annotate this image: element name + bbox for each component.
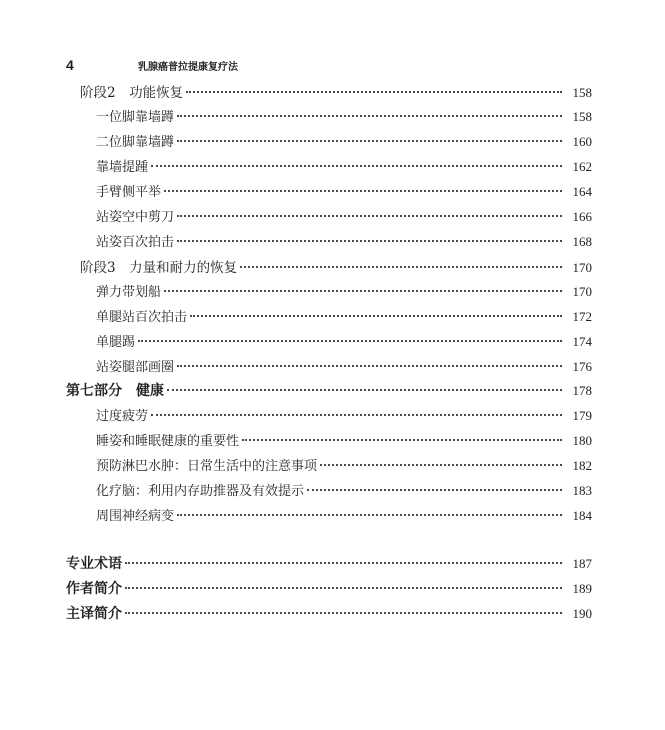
toc-entry-title: 主译简介 <box>66 606 122 622</box>
dot-leader <box>164 290 562 292</box>
toc-entry-title: 睡姿和睡眠健康的重要性 <box>96 434 240 449</box>
toc-entry-page: 170 <box>572 260 592 275</box>
dot-leader <box>177 215 562 217</box>
toc-entry-title: 阶段3 力量和耐力的恢复 <box>80 260 238 276</box>
dot-leader <box>167 389 562 391</box>
toc-entry-title: 单腿踢 <box>96 335 136 350</box>
toc-entry-page: 158 <box>572 85 592 100</box>
dot-leader <box>240 266 562 268</box>
toc-entry[interactable] <box>0 331 665 350</box>
dot-leader <box>164 190 562 192</box>
toc-entry-stage-2[interactable] <box>0 81 665 101</box>
toc-entry-title: 化疗脑：利用内存助推器及有效提示 <box>96 484 305 499</box>
toc-entry-part-7[interactable] <box>0 380 665 400</box>
dot-leader <box>177 514 562 516</box>
toc-entry-page: 178 <box>572 383 592 398</box>
toc-entry-page: 158 <box>572 109 592 124</box>
page-number: 4 <box>66 57 74 73</box>
dot-leader <box>151 165 562 167</box>
book-title: 乳腺癌普拉提康复疗法 <box>138 61 238 73</box>
running-head <box>66 55 238 75</box>
toc-entry[interactable] <box>0 181 665 200</box>
toc-entry[interactable] <box>0 231 665 250</box>
toc-entry-page: 166 <box>572 209 592 224</box>
dot-leader <box>177 365 562 367</box>
dot-leader <box>151 414 562 416</box>
toc-entry-title: 靠墙提踵 <box>96 160 149 175</box>
dot-leader <box>125 562 562 564</box>
toc-entry-page: 174 <box>572 334 592 349</box>
toc-entry-page: 182 <box>572 458 592 473</box>
toc-entry-page: 168 <box>572 234 592 249</box>
toc-entry[interactable] <box>0 455 665 474</box>
dot-leader <box>186 91 562 93</box>
dot-leader <box>242 439 562 441</box>
toc-entry-title: 作者简介 <box>66 581 122 597</box>
toc-entry-page: 183 <box>572 483 592 498</box>
dot-leader <box>307 489 562 491</box>
toc-entry-title: 阶段2 功能恢复 <box>80 85 184 101</box>
toc-entry-page: 184 <box>572 508 592 523</box>
dot-leader <box>177 115 562 117</box>
toc-entry[interactable] <box>0 356 665 375</box>
dot-leader <box>125 587 562 589</box>
toc-entry-page: 162 <box>572 159 592 174</box>
toc-entry[interactable] <box>0 306 665 325</box>
toc-entry[interactable] <box>0 206 665 225</box>
toc-entry-page: 187 <box>572 556 592 571</box>
toc-entry-page: 176 <box>572 359 592 374</box>
toc-entry-title: 站姿百次拍击 <box>96 235 175 250</box>
toc-entry-page: 190 <box>572 606 592 621</box>
toc-entry-stage-3[interactable] <box>0 256 665 276</box>
toc-entry[interactable] <box>0 106 665 125</box>
toc-entry-page: 160 <box>572 134 592 149</box>
toc-entry[interactable] <box>0 430 665 449</box>
toc-entry-title: 第七部分 健康 <box>66 383 164 399</box>
dot-leader <box>125 612 562 614</box>
toc-entry-title: 二位脚靠墙蹲 <box>96 135 175 150</box>
dot-leader <box>177 140 562 142</box>
toc-entry-glossary[interactable] <box>0 553 665 573</box>
dot-leader <box>190 315 562 317</box>
toc-entry-title: 弹力带划船 <box>96 285 162 300</box>
toc-entry-page: 179 <box>572 408 592 423</box>
toc-entry-about-authors[interactable] <box>0 578 665 598</box>
toc-entry-page: 172 <box>572 309 592 324</box>
toc-entry-title: 过度疲劳 <box>96 409 149 424</box>
toc-entry-page: 170 <box>572 284 592 299</box>
toc-entry-page: 164 <box>572 184 592 199</box>
toc-entry-title: 专业术语 <box>66 556 122 572</box>
dot-leader <box>320 464 562 466</box>
toc-entry-page: 180 <box>572 433 592 448</box>
toc-entry[interactable] <box>0 281 665 300</box>
dot-leader <box>177 240 562 242</box>
toc-entry[interactable] <box>0 505 665 524</box>
toc-entry[interactable] <box>0 405 665 424</box>
toc-entry-page: 189 <box>572 581 592 596</box>
toc-entry-title: 站姿腿部画圈 <box>96 360 175 375</box>
toc-entry-title: 单腿站百次拍击 <box>96 310 188 325</box>
toc-entry[interactable] <box>0 131 665 150</box>
toc-entry-title: 周围神经病变 <box>96 509 175 524</box>
dot-leader <box>138 340 562 342</box>
toc-entry-title: 一位脚靠墙蹲 <box>96 110 175 125</box>
toc-entry-title: 站姿空中剪刀 <box>96 210 175 225</box>
toc-entry-about-translators[interactable] <box>0 603 665 623</box>
toc-entry[interactable] <box>0 480 665 499</box>
toc-entry-title: 手臂侧平举 <box>96 185 162 200</box>
toc-entry-title: 预防淋巴水肿：日常生活中的注意事项 <box>96 459 318 474</box>
toc-entry[interactable] <box>0 156 665 175</box>
